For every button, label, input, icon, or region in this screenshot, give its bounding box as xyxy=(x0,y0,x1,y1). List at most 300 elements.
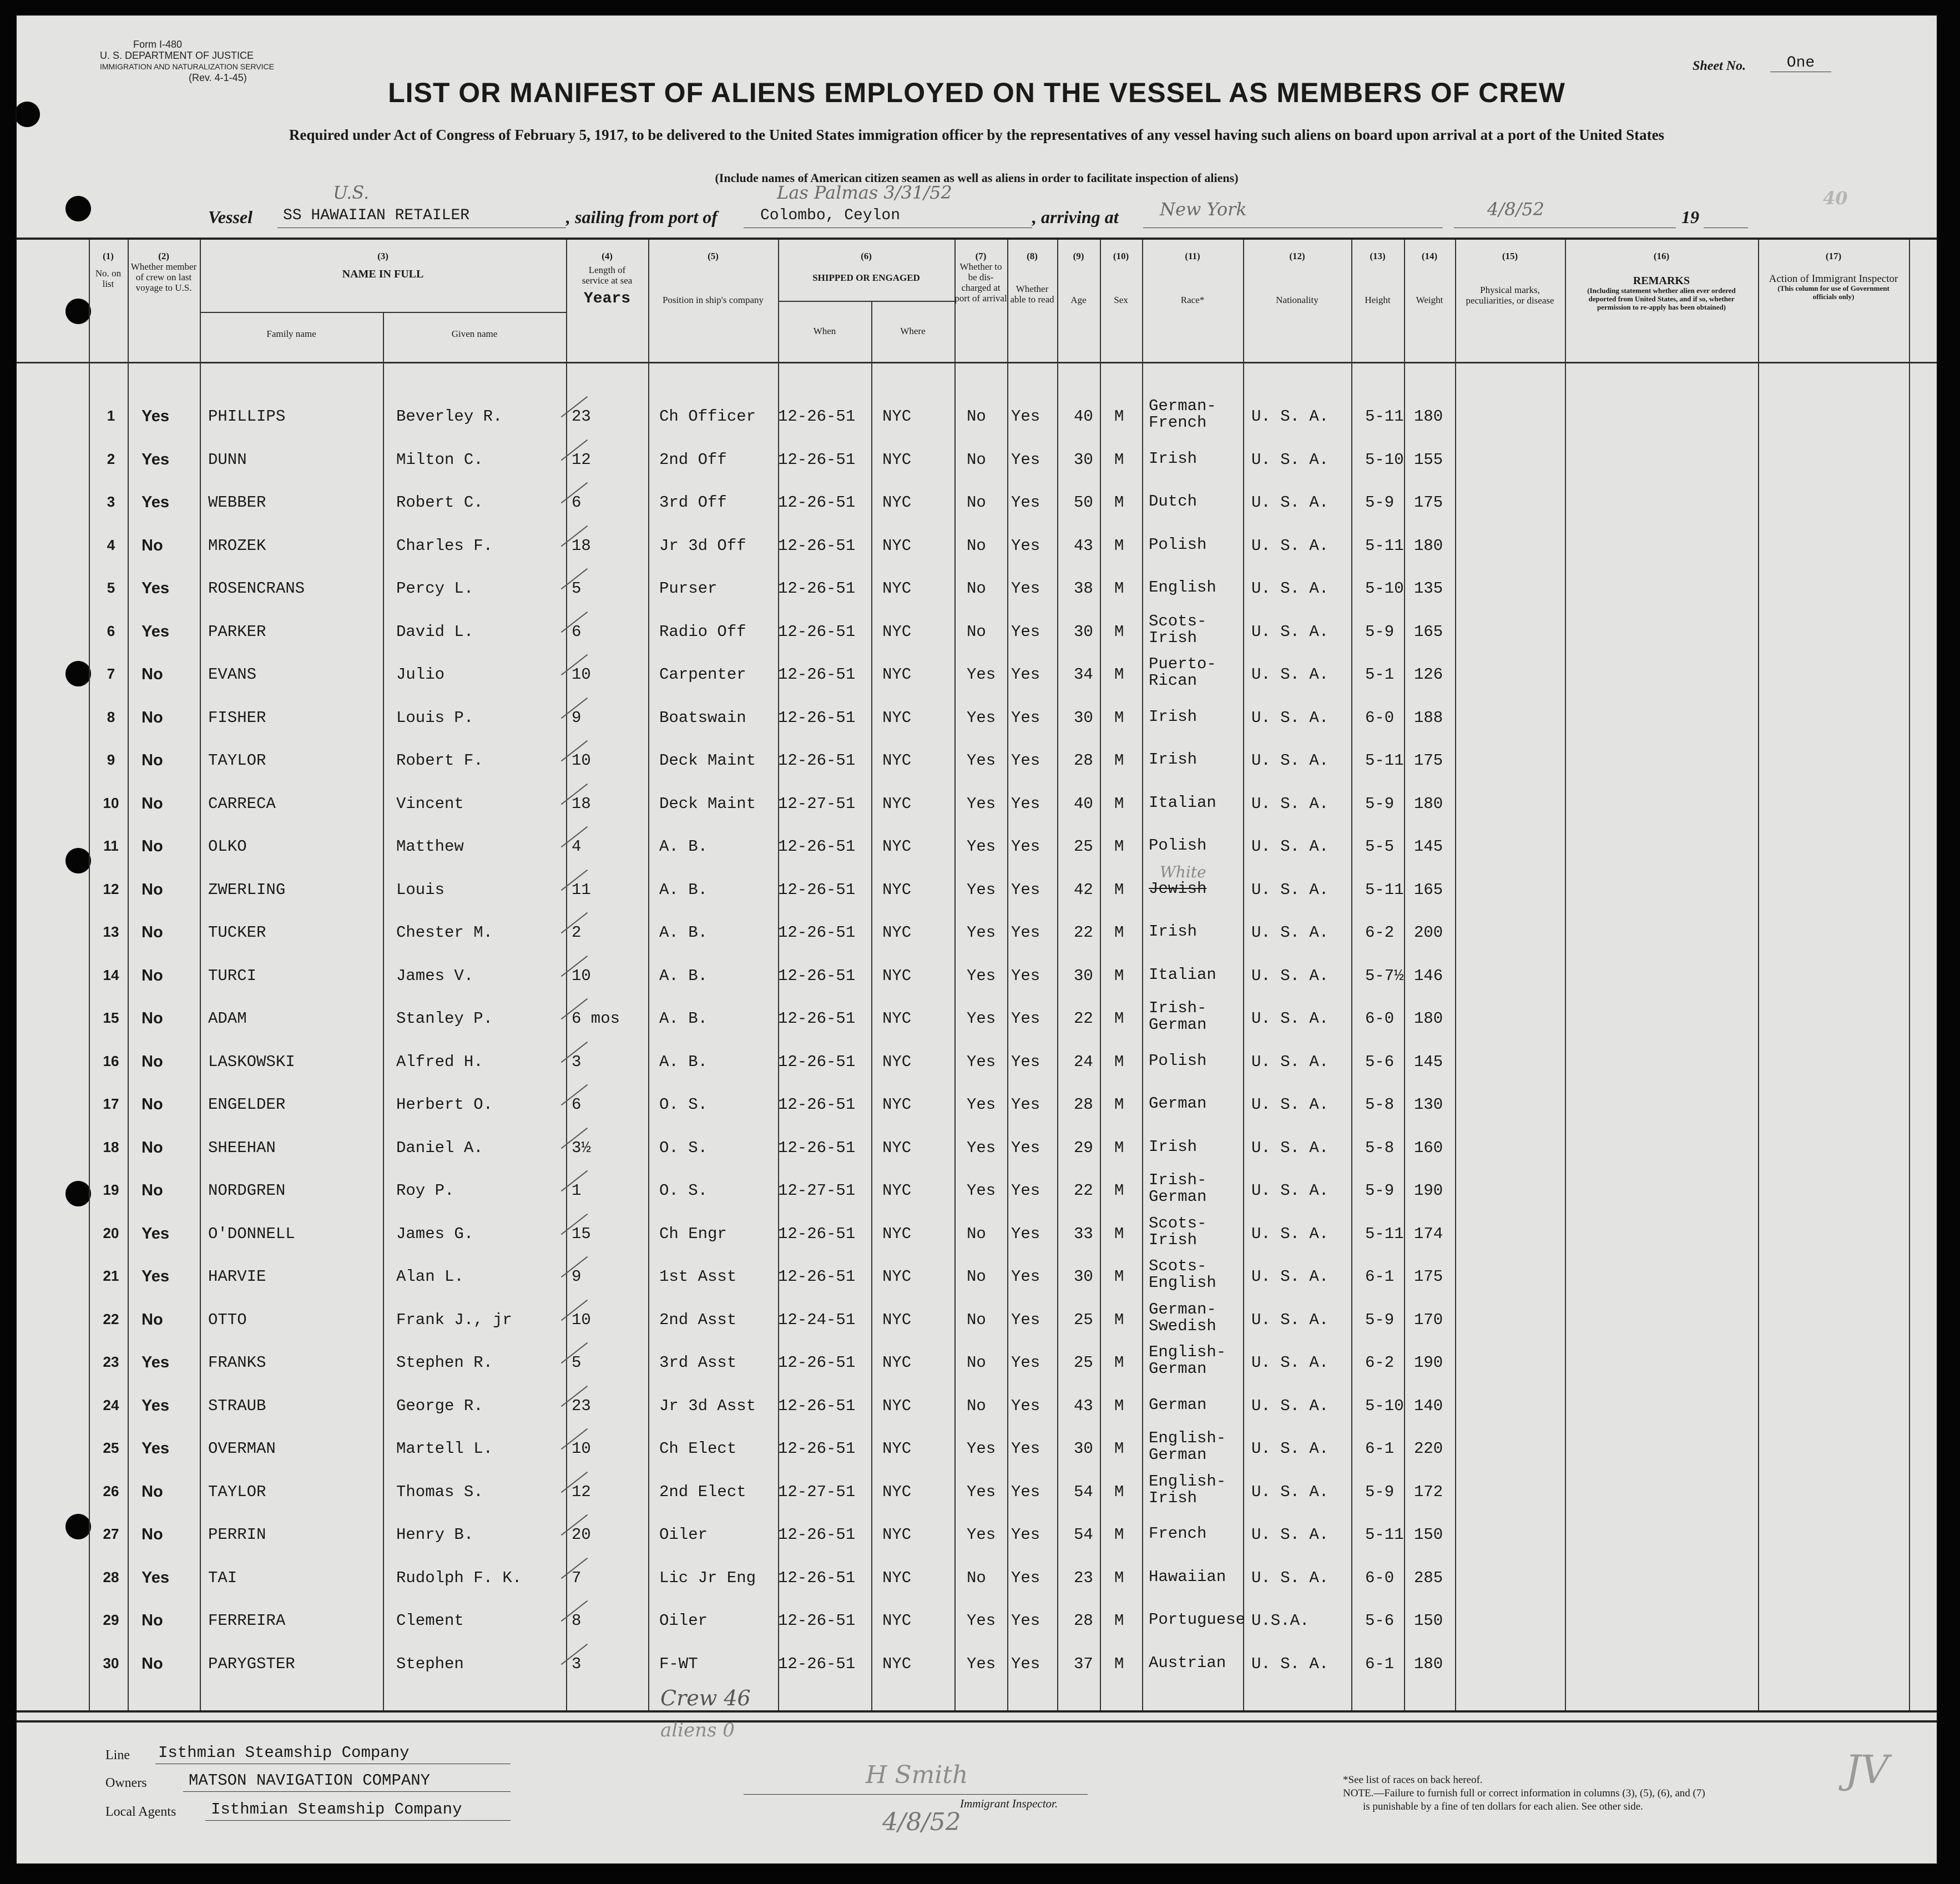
row-age: 25 xyxy=(1074,837,1093,856)
row-race-line1: Irish xyxy=(1149,1137,1198,1156)
col6-label: SHIPPED OR ENGAGED xyxy=(812,272,920,283)
row-height: 6-2 xyxy=(1365,1353,1395,1372)
row-list-number: 13 xyxy=(103,923,119,940)
row-race xyxy=(1149,451,1197,467)
row-able-to-read: Yes xyxy=(1011,493,1040,512)
col8-label: Whether able to read xyxy=(1010,284,1054,305)
department-line: U. S. DEPARTMENT OF JUSTICE xyxy=(100,50,254,61)
row-family-name: HARVIE xyxy=(208,1267,266,1286)
col2-label: Whether member of crew on last voyage to U.S. xyxy=(130,261,197,293)
row-list-number: 25 xyxy=(103,1439,119,1456)
row-sex: M xyxy=(1114,407,1124,426)
col1-number: (1) xyxy=(103,251,114,261)
row-age: 29 xyxy=(1074,1138,1093,1157)
row-last-voyage: No xyxy=(142,1612,163,1629)
row-family-name: OVERMAN xyxy=(208,1439,276,1458)
row-shipped-where: NYC xyxy=(882,1009,912,1028)
row-discharged: No xyxy=(967,622,986,641)
row-service-years: 3 xyxy=(572,1052,582,1071)
row-height: 5-8 xyxy=(1365,1095,1395,1114)
col9-label: Age xyxy=(1070,295,1087,305)
clerk-initials: JV xyxy=(1845,1747,1889,1792)
row-family-name: TAYLOR xyxy=(208,1482,266,1501)
name-subheader-rule xyxy=(200,312,566,313)
col13-label: Height xyxy=(1365,295,1391,305)
row-shipped-where: NYC xyxy=(882,923,912,942)
row-shipped-when: 12-26-51 xyxy=(778,579,856,598)
row-list-number: 1 xyxy=(107,407,115,424)
col6-header xyxy=(778,251,954,283)
row-position: Lic Jr Eng xyxy=(659,1568,756,1587)
row-service-years: 23 xyxy=(572,1396,591,1415)
row-able-to-read: Yes xyxy=(1011,1612,1040,1630)
row-shipped-where: NYC xyxy=(882,751,912,770)
row-list-number: 23 xyxy=(103,1353,119,1370)
row-nationality: U. S. A. xyxy=(1251,1482,1329,1501)
row-age: 22 xyxy=(1074,1181,1093,1200)
row-position: 3rd Off xyxy=(659,493,727,512)
row-list-number: 24 xyxy=(103,1396,119,1413)
row-last-voyage: No xyxy=(142,536,163,554)
row-shipped-when: 12-24-51 xyxy=(778,1310,856,1329)
row-nationality: U. S. A. xyxy=(1251,1526,1329,1544)
row-given-name: Daniel A. xyxy=(396,1138,483,1157)
owners-underline xyxy=(183,1791,511,1792)
row-weight: 130 xyxy=(1414,1095,1443,1114)
row-given-name: Robert F. xyxy=(396,751,483,770)
row-age: 28 xyxy=(1074,1095,1093,1114)
row-race xyxy=(1149,1172,1206,1205)
crew-table xyxy=(17,238,1937,1713)
col3-number: (3) xyxy=(377,251,388,261)
row-position: Jr 3d Off xyxy=(659,536,746,555)
row-position: A. B. xyxy=(659,880,708,899)
row-discharged: No xyxy=(967,1224,986,1243)
row-last-voyage: No xyxy=(142,1482,163,1501)
row-race-line1: French xyxy=(1149,1524,1207,1543)
row-family-name: TAI xyxy=(208,1568,238,1587)
row-age: 42 xyxy=(1074,880,1093,899)
col4-header xyxy=(566,251,648,307)
row-shipped-when: 12-26-51 xyxy=(778,966,856,985)
row-able-to-read: Yes xyxy=(1011,923,1040,942)
row-shipped-when: 12-26-51 xyxy=(778,1095,856,1114)
row-height: 5-10 xyxy=(1365,579,1404,598)
row-service-years: 4 xyxy=(572,837,582,856)
column-rule xyxy=(200,240,201,1710)
column-rule xyxy=(1007,240,1008,1710)
row-race xyxy=(1149,493,1197,510)
row-given-name: Frank J., jr xyxy=(396,1310,512,1329)
row-able-to-read: Yes xyxy=(1011,751,1040,770)
row-nationality: U. S. A. xyxy=(1251,966,1329,985)
column-rule xyxy=(1100,240,1101,1710)
row-shipped-when: 12-26-51 xyxy=(778,1568,856,1587)
row-able-to-read: Yes xyxy=(1011,665,1040,684)
row-position: 3rd Asst xyxy=(659,1353,737,1372)
col13-header xyxy=(1351,251,1404,305)
row-given-name: David L. xyxy=(396,622,474,641)
column-rule xyxy=(89,240,90,1710)
row-position: O. S. xyxy=(659,1138,708,1157)
row-race-line1: Scots- xyxy=(1149,1257,1207,1275)
row-sex: M xyxy=(1114,1482,1124,1501)
row-family-name: TURCI xyxy=(208,966,257,985)
row-sex: M xyxy=(1114,1052,1124,1071)
row-nationality: U. S. A. xyxy=(1251,665,1329,684)
header-rule xyxy=(17,362,1937,363)
col8-number: (8) xyxy=(1027,251,1038,261)
row-family-name: ROSENCRANS xyxy=(208,579,305,598)
row-service-years: 15 xyxy=(572,1224,591,1243)
row-race xyxy=(1149,1569,1226,1585)
col6b-header: Where xyxy=(900,326,926,336)
row-shipped-where: NYC xyxy=(882,622,912,641)
row-race xyxy=(1149,709,1197,725)
row-last-voyage: No xyxy=(142,880,163,898)
row-family-name: WEBBER xyxy=(208,493,266,512)
row-sex: M xyxy=(1114,1353,1124,1372)
row-height: 5-11 xyxy=(1365,1526,1404,1544)
row-discharged: No xyxy=(967,450,986,469)
row-service-years: 5 xyxy=(572,1353,582,1372)
row-race-line1: English- xyxy=(1149,1429,1226,1447)
row-height: 6-1 xyxy=(1365,1654,1395,1673)
row-shipped-where: NYC xyxy=(882,1095,912,1114)
row-race xyxy=(1149,923,1197,940)
row-shipped-where: NYC xyxy=(882,880,912,899)
row-nationality: U. S. A. xyxy=(1251,1654,1329,1673)
row-able-to-read: Yes xyxy=(1011,794,1040,813)
row-shipped-when: 12-27-51 xyxy=(778,794,856,813)
col16-header xyxy=(1565,251,1758,311)
row-shipped-where: NYC xyxy=(882,1654,912,1673)
row-race-line1: German- xyxy=(1149,397,1216,415)
col3a-header: Family name xyxy=(266,329,316,339)
column-rule xyxy=(128,240,129,1710)
row-weight: 285 xyxy=(1414,1568,1443,1587)
row-discharged: No xyxy=(967,407,986,426)
row-able-to-read: Yes xyxy=(1011,1052,1040,1071)
column-rule xyxy=(1758,240,1759,1710)
row-race-line2: German xyxy=(1149,1360,1207,1378)
row-given-name: Vincent xyxy=(396,794,464,813)
row-given-name: Herbert O. xyxy=(396,1095,493,1114)
row-position: Deck Maint xyxy=(659,794,756,813)
agents-underline xyxy=(205,1820,511,1821)
row-height: 5-9 xyxy=(1365,493,1395,512)
row-sex: M xyxy=(1114,665,1124,684)
footnote-races: *See list of races on back hereof. xyxy=(1343,1774,1483,1786)
arrival-date-handwritten: 4/8/52 xyxy=(1487,199,1544,220)
row-age: 30 xyxy=(1074,450,1093,469)
row-sex: M xyxy=(1114,450,1124,469)
row-list-number: 22 xyxy=(103,1310,119,1327)
row-shipped-when: 12-26-51 xyxy=(778,708,856,727)
row-list-number: 26 xyxy=(103,1482,119,1499)
row-shipped-when: 12-26-51 xyxy=(778,837,856,856)
row-position: Ch Officer xyxy=(659,407,756,426)
row-nationality: U. S. A. xyxy=(1251,1224,1329,1243)
row-race xyxy=(1149,1258,1216,1291)
row-last-voyage: No xyxy=(142,1095,163,1113)
row-able-to-read: Yes xyxy=(1011,1396,1040,1415)
row-weight: 175 xyxy=(1414,493,1443,512)
row-given-name: Rudolph F. K. xyxy=(396,1568,522,1587)
row-shipped-when: 12-26-51 xyxy=(778,1654,856,1673)
col3b-header: Given name xyxy=(451,329,498,339)
arriving-label: , arriving at xyxy=(1032,207,1119,227)
row-last-voyage: No xyxy=(142,751,163,769)
row-sex: M xyxy=(1114,1267,1124,1286)
row-service-years: 6 xyxy=(572,622,582,641)
column-rule xyxy=(1057,240,1058,1710)
row-age: 25 xyxy=(1074,1310,1093,1329)
row-list-number: 21 xyxy=(103,1267,119,1284)
row-able-to-read: Yes xyxy=(1011,1138,1040,1157)
row-last-voyage: No xyxy=(142,1526,163,1543)
row-given-name: Clement xyxy=(396,1612,464,1630)
col4-label: Length of service at sea xyxy=(582,265,633,286)
document-subtitle-note: (Include names of American citizen seamen as well as aliens in order to facilitate inspection of aliens) xyxy=(715,171,1239,185)
row-position: F-WT xyxy=(659,1654,698,1673)
table-end-rule xyxy=(17,1720,1937,1723)
row-shipped-when: 12-26-51 xyxy=(778,923,856,942)
col11-number: (11) xyxy=(1185,251,1200,261)
row-nationality: U.S.A. xyxy=(1251,1612,1310,1630)
row-weight: 160 xyxy=(1414,1138,1443,1157)
owners-value: MATSON NAVIGATION COMPANY xyxy=(189,1771,431,1790)
row-discharged: Yes xyxy=(967,1138,996,1157)
row-family-name: OTTO xyxy=(208,1310,247,1329)
row-given-name: Louis xyxy=(396,880,445,899)
row-able-to-read: Yes xyxy=(1011,1310,1040,1329)
row-able-to-read: Yes xyxy=(1011,1482,1040,1501)
row-shipped-when: 12-26-51 xyxy=(778,536,856,555)
row-weight: 150 xyxy=(1414,1526,1443,1544)
row-last-voyage: Yes xyxy=(142,622,169,640)
row-list-number: 10 xyxy=(103,794,119,811)
row-list-number: 29 xyxy=(103,1612,119,1628)
crew-count-note: Crew 46 xyxy=(660,1686,751,1710)
row-race-line2: German xyxy=(1149,1016,1207,1034)
row-position: Radio Off xyxy=(659,622,746,641)
row-sex: M xyxy=(1114,923,1124,942)
row-last-voyage: No xyxy=(142,837,163,855)
row-age: 43 xyxy=(1074,536,1093,555)
row-race-line1: Irish xyxy=(1149,922,1198,941)
row-weight: 180 xyxy=(1414,536,1443,555)
row-race xyxy=(1149,1473,1226,1507)
col13-number: (13) xyxy=(1370,251,1386,261)
row-service-years: 11 xyxy=(572,880,591,899)
col12-number: (12) xyxy=(1289,251,1305,261)
row-service-years: 18 xyxy=(572,794,591,813)
row-weight: 190 xyxy=(1414,1353,1443,1372)
manifest-sheet xyxy=(17,16,1937,1863)
row-list-number: 8 xyxy=(107,708,115,725)
row-list-number: 6 xyxy=(107,622,115,639)
row-given-name: Milton C. xyxy=(396,450,483,469)
row-race-correction: White xyxy=(1160,862,1206,881)
row-given-name: Percy L. xyxy=(396,579,474,598)
row-discharged: No xyxy=(967,579,986,598)
row-family-name: STRAUB xyxy=(208,1396,266,1415)
document-title: LIST OR MANIFEST OF ALIENS EMPLOYED ON THE VESSEL AS MEMBERS OF CREW xyxy=(388,77,1565,108)
row-list-number: 19 xyxy=(103,1181,119,1198)
row-last-voyage: No xyxy=(142,1052,163,1070)
col1-label: No. on list xyxy=(95,268,122,289)
row-family-name: EVANS xyxy=(208,665,257,684)
row-race xyxy=(1149,1344,1226,1377)
row-race xyxy=(1149,837,1206,854)
row-race-line1: Jewish xyxy=(1149,879,1207,898)
binder-hole xyxy=(65,196,91,221)
row-able-to-read: Yes xyxy=(1011,1224,1040,1243)
row-race-line1: Italian xyxy=(1149,793,1216,812)
row-list-number: 16 xyxy=(103,1052,119,1069)
row-family-name: O'DONNELL xyxy=(208,1224,295,1243)
row-weight: 180 xyxy=(1414,407,1443,426)
port-label: , sailing from port of xyxy=(566,207,718,227)
row-height: 5-11 xyxy=(1365,880,1404,899)
row-height: 5-5 xyxy=(1365,837,1395,856)
row-race-line1: English- xyxy=(1149,1472,1226,1491)
row-shipped-when: 12-26-51 xyxy=(778,1396,856,1415)
row-race xyxy=(1149,1000,1206,1033)
column-rule xyxy=(871,301,872,1710)
row-age: 38 xyxy=(1074,579,1093,598)
footnote-penalty: NOTE.—Failure to furnish full or correct information in columns (3), (5), (6), and (7) xyxy=(1343,1787,1705,1799)
col16-label: REMARKS xyxy=(1633,275,1690,287)
col17-number: (17) xyxy=(1825,251,1842,261)
row-sex: M xyxy=(1114,1396,1124,1415)
row-able-to-read: Yes xyxy=(1011,837,1040,856)
row-service-years: 10 xyxy=(572,966,591,985)
row-race xyxy=(1149,1655,1226,1671)
row-weight: 165 xyxy=(1414,880,1443,899)
col7-number: (7) xyxy=(975,251,987,261)
shipped-subheader-rule xyxy=(778,301,954,302)
col12-label: Nationality xyxy=(1276,295,1319,305)
row-position: 2nd Off xyxy=(659,450,727,469)
row-race-line1: Polish xyxy=(1149,535,1207,554)
row-able-to-read: Yes xyxy=(1011,1181,1040,1200)
row-given-name: Thomas S. xyxy=(396,1482,483,1501)
row-race xyxy=(1149,1139,1197,1155)
row-weight: 155 xyxy=(1414,450,1443,469)
row-shipped-where: NYC xyxy=(882,1353,912,1372)
row-race-line2: German xyxy=(1149,1188,1207,1206)
row-able-to-read: Yes xyxy=(1011,536,1040,555)
row-family-name: TAYLOR xyxy=(208,751,266,770)
row-shipped-where: NYC xyxy=(882,966,912,985)
row-service-years: 10 xyxy=(572,1439,591,1458)
row-shipped-when: 12-26-51 xyxy=(778,1439,856,1458)
row-sex: M xyxy=(1114,579,1124,598)
row-shipped-where: NYC xyxy=(882,837,912,856)
row-sex: M xyxy=(1114,1439,1124,1458)
col17-sublabel: (This column for use of Government officials only) xyxy=(1777,284,1890,301)
arriving-handwritten: New York xyxy=(1160,199,1247,220)
row-list-number: 9 xyxy=(107,751,115,768)
row-race xyxy=(1149,795,1216,811)
row-race-line1: Portuguese xyxy=(1149,1610,1246,1629)
row-family-name: FRANKS xyxy=(208,1353,266,1372)
row-race-line1: Dutch xyxy=(1149,492,1198,511)
row-discharged: Yes xyxy=(967,1009,996,1028)
row-race xyxy=(1149,1612,1245,1628)
row-shipped-where: NYC xyxy=(882,1181,912,1200)
row-sex: M xyxy=(1114,837,1124,856)
row-family-name: SHEEHAN xyxy=(208,1138,276,1157)
row-race-line1: Irish- xyxy=(1149,1171,1207,1189)
row-last-voyage: No xyxy=(142,923,163,941)
row-race xyxy=(1149,1526,1206,1542)
row-weight: 150 xyxy=(1414,1612,1443,1630)
col10-label: Sex xyxy=(1114,295,1128,305)
row-given-name: Alfred H. xyxy=(396,1052,483,1071)
row-service-years: 20 xyxy=(572,1526,591,1544)
row-able-to-read: Yes xyxy=(1011,880,1040,899)
row-shipped-when: 12-26-51 xyxy=(778,880,856,899)
row-shipped-where: NYC xyxy=(882,1568,912,1587)
row-nationality: U. S. A. xyxy=(1251,794,1329,813)
column-rule xyxy=(1351,240,1352,1710)
row-nationality: U. S. A. xyxy=(1251,837,1329,856)
row-family-name: PARKER xyxy=(208,622,266,641)
col5-label: Position in ship's company xyxy=(662,295,764,305)
row-last-voyage: No xyxy=(142,794,163,812)
row-shipped-where: NYC xyxy=(882,1310,912,1329)
agents-label: Local Agents xyxy=(105,1805,176,1819)
port-value: Colombo, Ceylon xyxy=(760,207,901,224)
row-height: 5-7½ xyxy=(1365,966,1404,985)
row-sex: M xyxy=(1114,1568,1124,1587)
row-given-name: James V. xyxy=(396,966,474,985)
row-shipped-when: 12-26-51 xyxy=(778,407,856,426)
row-service-years: 9 xyxy=(572,708,582,727)
row-shipped-where: NYC xyxy=(882,493,912,512)
column-rule xyxy=(1455,240,1456,1710)
row-shipped-when: 12-26-51 xyxy=(778,1009,856,1028)
col5-header xyxy=(648,251,778,305)
col16-number: (16) xyxy=(1653,251,1670,261)
column-rule xyxy=(1909,240,1910,1710)
row-discharged: No xyxy=(967,1396,986,1415)
row-able-to-read: Yes xyxy=(1011,1009,1040,1028)
row-given-name: Alan L. xyxy=(396,1267,464,1286)
row-last-voyage: Yes xyxy=(142,1353,169,1371)
revision-line: (Rev. 4-1-45) xyxy=(189,72,247,83)
col15-number: (15) xyxy=(1502,251,1518,261)
row-height: 5-11 xyxy=(1365,536,1404,555)
row-race-line1: Irish- xyxy=(1149,999,1207,1017)
row-list-number: 2 xyxy=(107,450,115,467)
row-height: 5-6 xyxy=(1365,1052,1395,1071)
vessel-name: SS HAWAIIAN RETAILER xyxy=(283,207,470,224)
row-shipped-where: NYC xyxy=(882,1267,912,1286)
row-list-number: 12 xyxy=(103,880,119,897)
row-shipped-where: NYC xyxy=(882,794,912,813)
row-last-voyage: No xyxy=(142,1310,163,1329)
row-able-to-read: Yes xyxy=(1011,622,1040,641)
row-service-years: 23 xyxy=(572,407,591,426)
row-height: 5-10 xyxy=(1365,1396,1404,1415)
row-race-line1: Austrian xyxy=(1149,1653,1226,1672)
year-label: 19 xyxy=(1681,207,1699,227)
row-list-number: 7 xyxy=(107,665,115,682)
